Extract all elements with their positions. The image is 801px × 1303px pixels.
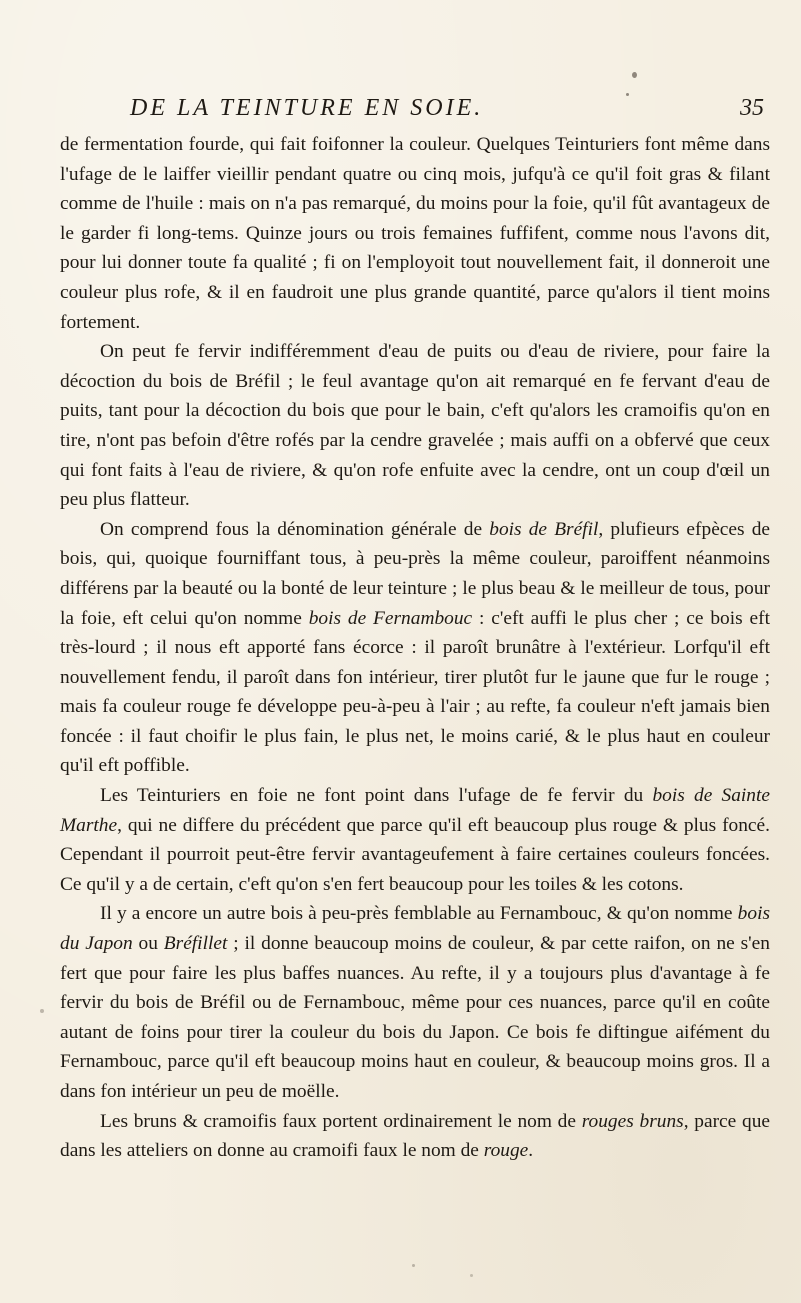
- text-run: Il y a encore un autre bois à peu-près femblable au Fernambouc, & qu'on nomme: [100, 903, 738, 925]
- page-number: 35: [740, 95, 764, 121]
- paragraph: [60, 781, 770, 899]
- paragraph: [60, 1107, 770, 1166]
- text-run: On comprend fous la dénomination générale de: [100, 518, 490, 540]
- text-run: On peut fe fervir indifféremment d'eau de puits ou d'eau de riviere, pour faire la décoction du bois de Bréfil ; le feul avantage qu'on ait remarqué en fe fervant d'eau de puits, tant pour la décoction du bois que pour le bain, c'eft qu'alors les cramoifis qu'on en tire, n'ont pas befoin d'être rofés par la cendre gravelée ; mais auffi on a obfervé que ceux qui font faits à l'eau de riviere, & qu'on rofe enfuite avec la cendre, ont un coup d'œil un peu plus flatteur.: [60, 341, 770, 511]
- text-run: de fermentation fourde, qui fait foifonner la couleur. Quelques Teinturiers font même dans l'ufage de le laiffer vieillir pendant quatre ou cinq mois, jufqu'à ce qu'il foit gras & filant comme de l'huile : mais on n'a pas remarqué, du moins pour la foie, qu'il fût avantageux de le garder fi long-tems. Quinze jours ou trois femaines fuffifent, comme nous l'avons dit, pour lui donner toute fa qualité ; fi on l'employoit tout nouvellement fait, il donneroit une couleur plus rofe, & il en faudroit une plus grande quantité, parce qu'alors il tient moins fortement.: [60, 134, 770, 333]
- ink-speck: [40, 1009, 44, 1013]
- paragraph: [60, 130, 770, 337]
- running-head: [0, 95, 801, 131]
- italic-term: bois de Bréfil: [489, 518, 599, 540]
- italic-term: bois de Fernambouc: [308, 607, 473, 629]
- text-run: : c'eft auffi le plus cher ; ce bois eft très-lourd ; il nous eft apporté fans écorce : il paroît brunâtre à l'extérieur. Lorfqu'il eft nouvellement fendu, il paroît dans fon intérieur, tirer plutôt fur le jaune que fur le rouge ; mais fa couleur rouge fe développe peu-à-peu à l'air ; au refte, fa couleur n'eft jamais bien foncée : il faut choifir le plus fain, le plus net, le moins carié, & le plus haut en couleur qu'il eft poffible.: [60, 607, 770, 777]
- text-run: .: [528, 1140, 534, 1162]
- ink-speck: [632, 72, 637, 78]
- paragraph: [60, 515, 770, 781]
- text-run: ; il donne beaucoup moins de couleur, & par cette raifon, on ne s'en fert que pour faire les plus baffes nuances. Au refte, il y a toujours plus d'avantage à fe fervir du bois de Bréfil ou de Fernambouc, même pour ces nuances, parce qu'il en coûte autant de foins pour tirer la couleur du bois du Japon. Ce bois fe diftingue aifément du Fernambouc, parce qu'il eft beaucoup moins haut en couleur, & beaucoup moins gros. Il a dans fon intérieur un peu de moëlle.: [60, 933, 770, 1102]
- paragraph: [60, 899, 770, 1106]
- italic-term: rouges bruns: [581, 1110, 684, 1132]
- italic-term: bois de Sainte Marthe: [60, 785, 770, 836]
- text-run: Les bruns & cramoifis faux portent ordinairement le nom de: [100, 1110, 582, 1132]
- italic-term: Bréfillet: [163, 933, 228, 955]
- ink-speck: [412, 1264, 415, 1267]
- italic-term: bois du Japon: [60, 903, 770, 955]
- text-run: , parce que dans les atteliers on donne au cramoifi faux le nom de: [60, 1110, 771, 1162]
- running-title: DE LA TEINTURE EN SOIE.: [130, 95, 484, 121]
- italic-term: rouge: [483, 1140, 529, 1162]
- text-run: , plufieurs efpèces de bois, qui, quoique fourniffant tous, à peu-près la même couleur, paroiffent néanmoins différens par la beauté ou la bonté de leur teinture ; le plus beau & le meilleur de tous, pour la foie, eft celui qu'on nomme: [60, 518, 771, 629]
- text-run: Les Teinturiers en foie ne font point dans l'ufage de fe fervir du: [100, 785, 653, 807]
- ink-speck: [470, 1274, 473, 1277]
- paragraph: [60, 337, 770, 515]
- text-run: , qui ne differe du précédent que parce qu'il eft beaucoup plus rouge & plus foncé. Cependant il pourroit peut-être fervir avantageufement à faire certaines couleurs foncées. Ce qu'il y a de certain, c'eft qu'on s'en fert beaucoup pour les toiles & les cotons.: [60, 814, 770, 895]
- body-text: [60, 130, 770, 1166]
- text-run: ou: [132, 933, 164, 955]
